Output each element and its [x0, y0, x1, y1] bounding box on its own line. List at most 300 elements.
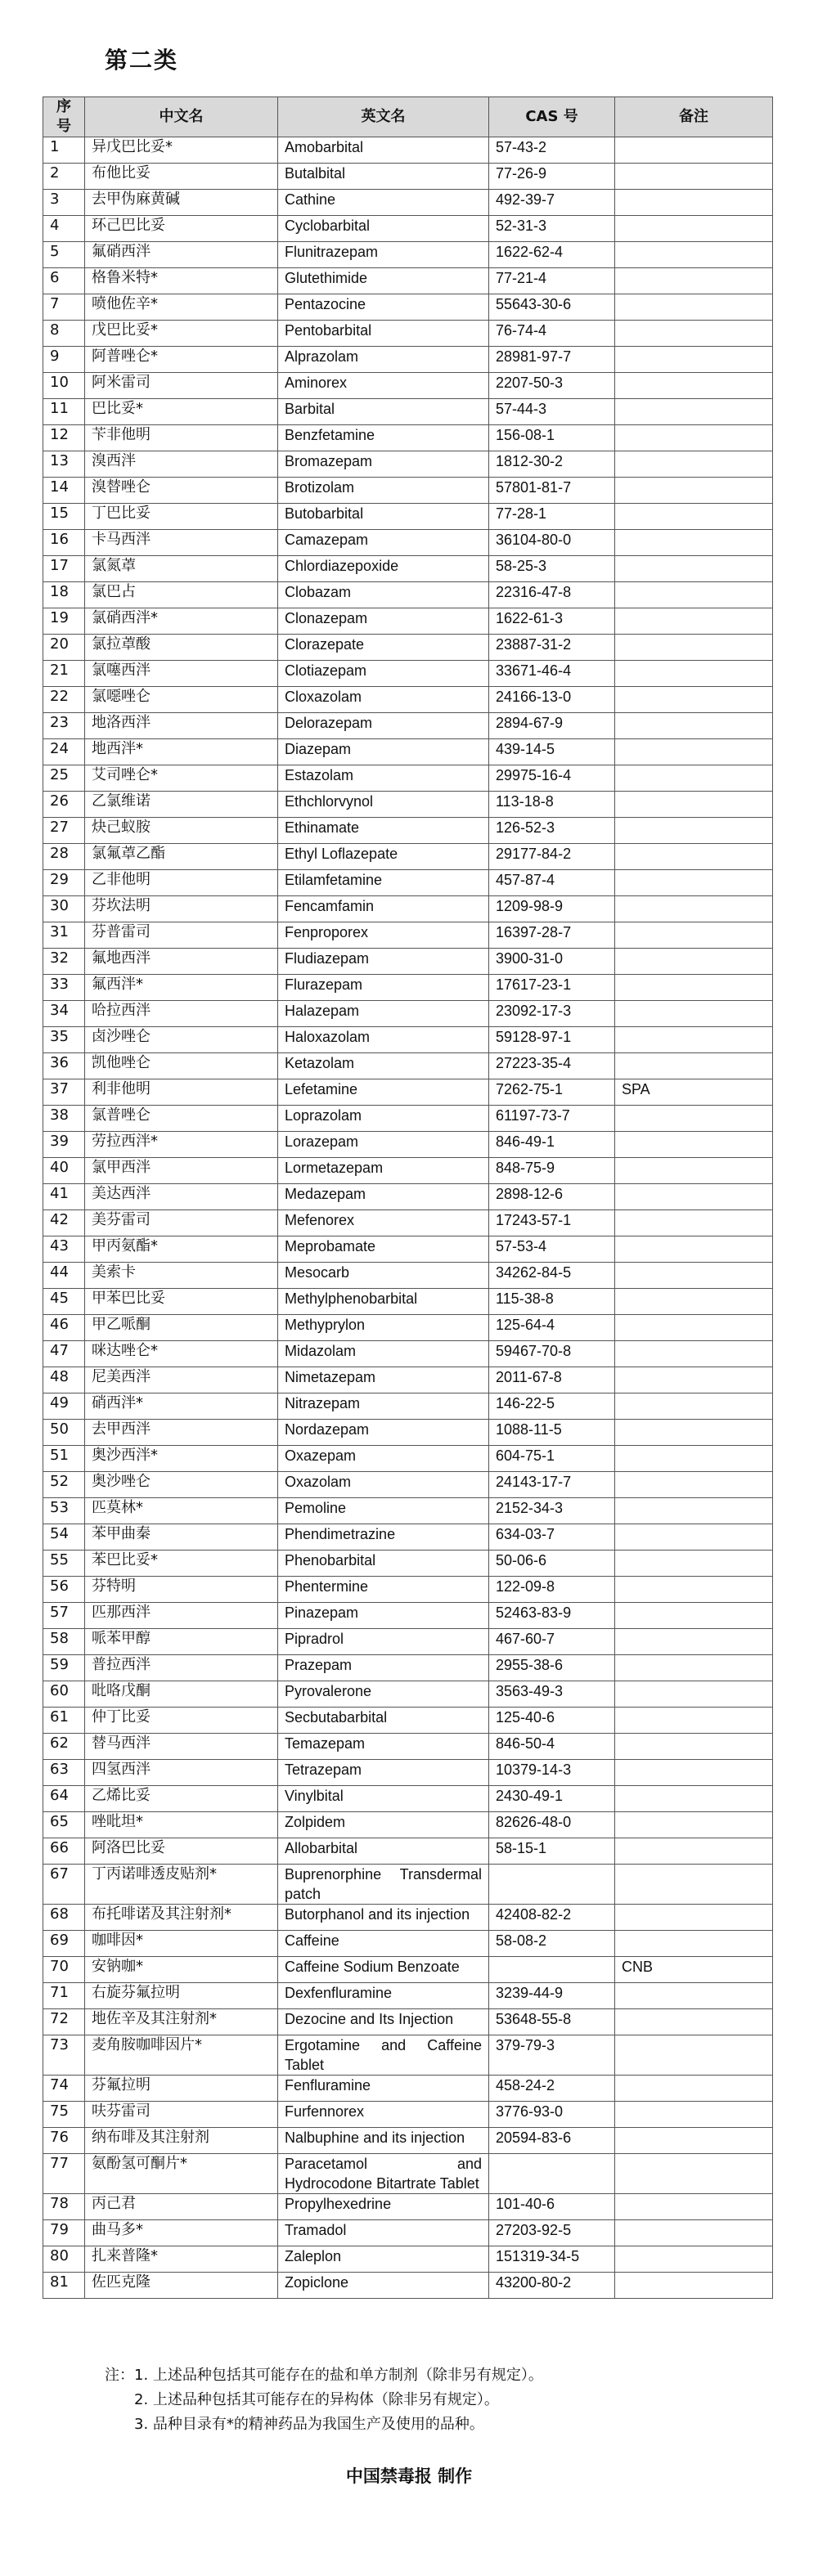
cell-cas: 77-26-9 — [489, 164, 615, 190]
cell-no: 7 — [43, 294, 85, 321]
cell-chinese-name: 地西泮* — [85, 739, 278, 765]
cell-no: 3 — [43, 190, 85, 216]
cell-no: 72 — [43, 2009, 85, 2035]
table-row — [43, 844, 773, 870]
cell-no: 36 — [43, 1053, 85, 1079]
table-body — [43, 137, 773, 2299]
cell-chinese-name: 美达西泮 — [85, 1184, 278, 1210]
cell-chinese-name: 匹莫林* — [85, 1498, 278, 1524]
cell-english-name: Paracetamol and Hydrocodone Bitartrate Tablet — [278, 2154, 489, 2194]
cell-cas: 17617-23-1 — [489, 975, 615, 1001]
cell-note — [615, 922, 773, 949]
cell-no: 25 — [43, 765, 85, 792]
cell-english-name: Nimetazepam — [278, 1367, 489, 1393]
cell-cas: 2152-34-3 — [489, 1498, 615, 1524]
table-row — [43, 713, 773, 739]
cell-cas: 1209-98-9 — [489, 896, 615, 922]
table-row — [43, 1263, 773, 1289]
cell-cas: 52463-83-9 — [489, 1603, 615, 1629]
cell-no: 14 — [43, 478, 85, 504]
table-row — [43, 399, 773, 425]
cell-no: 68 — [43, 1905, 85, 1931]
cell-note — [615, 399, 773, 425]
cell-note — [615, 1341, 773, 1367]
cell-english-name: Zolpidem — [278, 1812, 489, 1838]
cell-english-name: Halazepam — [278, 1001, 489, 1027]
cell-no: 61 — [43, 1708, 85, 1734]
cell-note — [615, 1289, 773, 1315]
cell-english-name: Meprobamate — [278, 1236, 489, 1263]
table-row — [43, 242, 773, 268]
table-row — [43, 451, 773, 478]
header-english-name: 英文名 — [278, 97, 489, 137]
cell-english-name: Fencamfamin — [278, 896, 489, 922]
cell-english-name: Ethchlorvynol — [278, 792, 489, 818]
cell-cas: 59467-70-8 — [489, 1341, 615, 1367]
cell-chinese-name: 氯噻西泮 — [85, 661, 278, 687]
cell-chinese-name: 哈拉西泮 — [85, 1001, 278, 1027]
cell-cas: 22316-47-8 — [489, 582, 615, 608]
cell-cas: 82626-48-0 — [489, 1812, 615, 1838]
cell-no: 4 — [43, 216, 85, 242]
cell-no: 74 — [43, 2076, 85, 2102]
cell-english-name: Dezocine and Its Injection — [278, 2009, 489, 2035]
cell-no: 16 — [43, 530, 85, 556]
cell-english-name: Lormetazepam — [278, 1158, 489, 1184]
cell-cas: 439-14-5 — [489, 739, 615, 765]
table-row — [43, 1708, 773, 1734]
cell-no: 20 — [43, 635, 85, 661]
table-row — [43, 1132, 773, 1158]
cell-chinese-name: 四氢西泮 — [85, 1760, 278, 1786]
cell-no: 51 — [43, 1446, 85, 1472]
cell-cas: 1622-61-3 — [489, 608, 615, 635]
cell-chinese-name: 戊巴比妥* — [85, 321, 278, 347]
cell-english-name: Oxazolam — [278, 1472, 489, 1498]
cell-english-name: Delorazepam — [278, 713, 489, 739]
table-row — [43, 268, 773, 294]
table-row — [43, 1446, 773, 1472]
table-row — [43, 1812, 773, 1838]
cell-note — [615, 504, 773, 530]
cell-english-name: Clobazam — [278, 582, 489, 608]
cell-cas: 156-08-1 — [489, 425, 615, 451]
cell-no: 35 — [43, 1027, 85, 1053]
cell-english-name: Alprazolam — [278, 347, 489, 373]
cell-cas: 846-50-4 — [489, 1734, 615, 1760]
cell-cas: 23887-31-2 — [489, 635, 615, 661]
cell-note — [615, 1315, 773, 1341]
cell-no: 80 — [43, 2246, 85, 2273]
cell-note — [615, 1838, 773, 1865]
cell-note — [615, 2009, 773, 2035]
cell-english-name: Lorazepam — [278, 1132, 489, 1158]
cell-english-name: Buprenorphine Transdermal patch — [278, 1865, 489, 1905]
cell-chinese-name: 巴比妥* — [85, 399, 278, 425]
cell-note — [615, 1210, 773, 1236]
page-title: 第二类 — [105, 47, 179, 74]
cell-english-name: Tetrazepam — [278, 1760, 489, 1786]
cell-no: 10 — [43, 373, 85, 399]
cell-no: 15 — [43, 504, 85, 530]
cell-english-name: Ethinamate — [278, 818, 489, 844]
cell-note — [615, 1420, 773, 1446]
table-row — [43, 1551, 773, 1577]
cell-chinese-name: 地佐辛及其注射剂* — [85, 2009, 278, 2035]
table-row — [43, 373, 773, 399]
table-row — [43, 2035, 773, 2076]
cell-english-name: Midazolam — [278, 1341, 489, 1367]
cell-no: 62 — [43, 1734, 85, 1760]
cell-cas: 77-21-4 — [489, 268, 615, 294]
cell-chinese-name: 芬普雷司 — [85, 922, 278, 949]
cell-note — [615, 818, 773, 844]
cell-note — [615, 556, 773, 582]
cell-chinese-name: 氯巴占 — [85, 582, 278, 608]
cell-chinese-name: 阿普唑仑* — [85, 347, 278, 373]
cell-no: 78 — [43, 2194, 85, 2220]
cell-no: 13 — [43, 451, 85, 478]
cell-chinese-name: 乙烯比妥 — [85, 1786, 278, 1812]
cell-chinese-name: 喷他佐辛* — [85, 294, 278, 321]
cell-note — [615, 1472, 773, 1498]
cell-chinese-name: 利非他明 — [85, 1079, 278, 1106]
cell-english-name: Secbutabarbital — [278, 1708, 489, 1734]
cell-no: 38 — [43, 1106, 85, 1132]
cell-cas: 125-64-4 — [489, 1315, 615, 1341]
cell-chinese-name: 溴西泮 — [85, 451, 278, 478]
table-row — [43, 1603, 773, 1629]
cell-cas: 43200-80-2 — [489, 2273, 615, 2299]
cell-cas: 3239-44-9 — [489, 1983, 615, 2009]
cell-english-name: Amobarbital — [278, 137, 489, 164]
cell-cas: 59128-97-1 — [489, 1027, 615, 1053]
cell-chinese-name: 匹那西泮 — [85, 1603, 278, 1629]
cell-no: 52 — [43, 1472, 85, 1498]
cell-english-name: Cathine — [278, 190, 489, 216]
table-row — [43, 1106, 773, 1132]
cell-chinese-name: 咖啡因* — [85, 1931, 278, 1957]
cell-chinese-name: 氯氮䓬 — [85, 556, 278, 582]
table-row — [43, 922, 773, 949]
cell-note — [615, 1393, 773, 1420]
cell-note — [615, 896, 773, 922]
table-row — [43, 765, 773, 792]
cell-no: 49 — [43, 1393, 85, 1420]
cell-no: 6 — [43, 268, 85, 294]
cell-no: 63 — [43, 1760, 85, 1786]
cell-no: 60 — [43, 1681, 85, 1708]
table-row — [43, 1734, 773, 1760]
table-row — [43, 190, 773, 216]
cell-english-name: Chlordiazepoxide — [278, 556, 489, 582]
table-row — [43, 425, 773, 451]
cell-english-name: Allobarbital — [278, 1838, 489, 1865]
cell-no: 71 — [43, 1983, 85, 2009]
cell-english-name: Methyprylon — [278, 1315, 489, 1341]
cell-chinese-name: 硝西泮* — [85, 1393, 278, 1420]
table-row — [43, 1210, 773, 1236]
cell-note — [615, 1446, 773, 1472]
cell-english-name: Propylhexedrine — [278, 2194, 489, 2220]
cell-english-name: Fenproporex — [278, 922, 489, 949]
cell-chinese-name: 美芬雷司 — [85, 1210, 278, 1236]
cell-note — [615, 1931, 773, 1957]
cell-cas: 2207-50-3 — [489, 373, 615, 399]
cell-note — [615, 1367, 773, 1393]
cell-chinese-name: 氯甲西泮 — [85, 1158, 278, 1184]
cell-english-name: Etilamfetamine — [278, 870, 489, 896]
table-row — [43, 1184, 773, 1210]
cell-english-name: Ketazolam — [278, 1053, 489, 1079]
cell-cas: 634-03-7 — [489, 1524, 615, 1551]
table-row — [43, 1524, 773, 1551]
header-chinese-name: 中文名 — [85, 97, 278, 137]
cell-chinese-name: 氨酚氢可酮片* — [85, 2154, 278, 2194]
cell-no: 42 — [43, 1210, 85, 1236]
cell-no: 45 — [43, 1289, 85, 1315]
cell-no: 50 — [43, 1420, 85, 1446]
cell-english-name: Medazepam — [278, 1184, 489, 1210]
cell-cas: 1088-11-5 — [489, 1420, 615, 1446]
cell-no: 31 — [43, 922, 85, 949]
cell-english-name: Butorphanol and its injection — [278, 1905, 489, 1931]
cell-cas: 1812-30-2 — [489, 451, 615, 478]
cell-chinese-name: 阿米雷司 — [85, 373, 278, 399]
cell-no: 66 — [43, 1838, 85, 1865]
cell-note — [615, 1708, 773, 1734]
cell-cas: 58-25-3 — [489, 556, 615, 582]
cell-no: 29 — [43, 870, 85, 896]
cell-note — [615, 1053, 773, 1079]
cell-note — [615, 2220, 773, 2246]
table-row — [43, 1001, 773, 1027]
cell-chinese-name: 氯普唑仑 — [85, 1106, 278, 1132]
cell-cas: 33671-46-4 — [489, 661, 615, 687]
cell-cas: 57-43-2 — [489, 137, 615, 164]
cell-chinese-name: 唑吡坦* — [85, 1812, 278, 1838]
cell-note — [615, 1905, 773, 1931]
cell-no: 23 — [43, 713, 85, 739]
cell-cas: 16397-28-7 — [489, 922, 615, 949]
cell-cas: 604-75-1 — [489, 1446, 615, 1472]
cell-cas: 10379-14-3 — [489, 1760, 615, 1786]
table-row — [43, 1393, 773, 1420]
cell-cas: 3563-49-3 — [489, 1681, 615, 1708]
cell-cas: 126-52-3 — [489, 818, 615, 844]
note-line: 3. 品种目录有*的精神药品为我国生产及使用的品种。 — [134, 2416, 484, 2433]
cell-note — [615, 242, 773, 268]
cell-cas: 29975-16-4 — [489, 765, 615, 792]
cell-no: 1 — [43, 137, 85, 164]
table-row — [43, 1786, 773, 1812]
cell-note — [615, 2194, 773, 2220]
cell-note — [615, 373, 773, 399]
cell-chinese-name: 地洛西泮 — [85, 713, 278, 739]
table-row — [43, 818, 773, 844]
cell-chinese-name: 炔己蚁胺 — [85, 818, 278, 844]
cell-english-name: Phendimetrazine — [278, 1524, 489, 1551]
cell-cas: 77-28-1 — [489, 504, 615, 530]
table-row — [43, 2154, 773, 2194]
cell-english-name: Loprazolam — [278, 1106, 489, 1132]
table-row — [43, 1053, 773, 1079]
cell-note — [615, 1760, 773, 1786]
cell-no: 65 — [43, 1812, 85, 1838]
cell-note — [615, 1027, 773, 1053]
footer-credit: 中国禁毒报 制作 — [345, 2466, 473, 2486]
cell-cas: 57-53-4 — [489, 1236, 615, 1263]
cell-no: 21 — [43, 661, 85, 687]
table-row — [43, 949, 773, 975]
cell-cas — [489, 1957, 615, 1983]
cell-english-name: Methylphenobarbital — [278, 1289, 489, 1315]
cell-chinese-name: 氟地西泮 — [85, 949, 278, 975]
cell-chinese-name: 吡咯戊酮 — [85, 1681, 278, 1708]
cell-english-name: Ergotamine and Caffeine Tablet — [278, 2035, 489, 2076]
table-row — [43, 687, 773, 713]
cell-cas: 2894-67-9 — [489, 713, 615, 739]
cell-note — [615, 1263, 773, 1289]
cell-english-name: Glutethimide — [278, 268, 489, 294]
table-row — [43, 2102, 773, 2128]
cell-english-name: Mefenorex — [278, 1210, 489, 1236]
cell-chinese-name: 甲乙哌酮 — [85, 1315, 278, 1341]
cell-cas: 2955-38-6 — [489, 1655, 615, 1681]
cell-no: 28 — [43, 844, 85, 870]
cell-cas: 27203-92-5 — [489, 2220, 615, 2246]
cell-chinese-name: 咪达唑仑* — [85, 1341, 278, 1367]
cell-chinese-name: 甲苯巴比妥 — [85, 1289, 278, 1315]
cell-note — [615, 294, 773, 321]
cell-note — [615, 530, 773, 556]
cell-no: 17 — [43, 556, 85, 582]
cell-english-name: Caffeine — [278, 1931, 489, 1957]
table-row — [43, 1341, 773, 1367]
table-row — [43, 556, 773, 582]
table-row — [43, 1158, 773, 1184]
cell-note — [615, 164, 773, 190]
cell-english-name: Cyclobarbital — [278, 216, 489, 242]
cell-english-name: Furfennorex — [278, 2102, 489, 2128]
header-note: 备注 — [615, 97, 773, 137]
cell-note — [615, 1236, 773, 1263]
table-row — [43, 1838, 773, 1865]
cell-chinese-name: 凯他唑仑 — [85, 1053, 278, 1079]
cell-note — [615, 1577, 773, 1603]
cell-english-name: Flurazepam — [278, 975, 489, 1001]
cell-chinese-name: 去甲伪麻黄碱 — [85, 190, 278, 216]
cell-note — [615, 1629, 773, 1655]
cell-chinese-name: 哌苯甲醇 — [85, 1629, 278, 1655]
cell-cas: 3900-31-0 — [489, 949, 615, 975]
table-row — [43, 2076, 773, 2102]
cell-cas: 29177-84-2 — [489, 844, 615, 870]
table-row — [43, 321, 773, 347]
cell-chinese-name: 苯甲曲秦 — [85, 1524, 278, 1551]
cell-note — [615, 137, 773, 164]
cell-english-name: Vinylbital — [278, 1786, 489, 1812]
cell-english-name: Pipradrol — [278, 1629, 489, 1655]
cell-chinese-name: 佐匹克隆 — [85, 2273, 278, 2299]
cell-chinese-name: 丁巴比妥 — [85, 504, 278, 530]
cell-note — [615, 2035, 773, 2076]
cell-english-name: Lefetamine — [278, 1079, 489, 1106]
cell-no: 18 — [43, 582, 85, 608]
cell-no: 19 — [43, 608, 85, 635]
cell-no: 11 — [43, 399, 85, 425]
cell-note — [615, 792, 773, 818]
cell-note — [615, 1132, 773, 1158]
cell-note — [615, 451, 773, 478]
cell-english-name: Pemoline — [278, 1498, 489, 1524]
cell-note — [615, 190, 773, 216]
cell-chinese-name: 异戊巴比妥* — [85, 137, 278, 164]
cell-english-name: Phenobarbital — [278, 1551, 489, 1577]
cell-note — [615, 975, 773, 1001]
drug-table — [43, 96, 773, 2299]
cell-english-name: Camazepam — [278, 530, 489, 556]
cell-chinese-name: 普拉西泮 — [85, 1655, 278, 1681]
cell-no: 34 — [43, 1001, 85, 1027]
cell-chinese-name: 艾司唑仑* — [85, 765, 278, 792]
cell-chinese-name: 苄非他明 — [85, 425, 278, 451]
table-row — [43, 1905, 773, 1931]
cell-cas: 52-31-3 — [489, 216, 615, 242]
cell-cas: 7262-75-1 — [489, 1079, 615, 1106]
cell-note — [615, 321, 773, 347]
cell-english-name: Aminorex — [278, 373, 489, 399]
cell-cas: 58-15-1 — [489, 1838, 615, 1865]
table-row — [43, 137, 773, 164]
table-row — [43, 2194, 773, 2220]
cell-no: 48 — [43, 1367, 85, 1393]
cell-cas: 2011-67-8 — [489, 1367, 615, 1393]
cell-no: 8 — [43, 321, 85, 347]
cell-cas: 151319-34-5 — [489, 2246, 615, 2273]
table-row — [43, 1027, 773, 1053]
cell-chinese-name: 芬特明 — [85, 1577, 278, 1603]
cell-chinese-name: 奥沙唑仑 — [85, 1472, 278, 1498]
cell-cas: 2430-49-1 — [489, 1786, 615, 1812]
table-row — [43, 1760, 773, 1786]
cell-cas — [489, 1865, 615, 1905]
cell-cas: 379-79-3 — [489, 2035, 615, 2076]
cell-no: 9 — [43, 347, 85, 373]
cell-chinese-name: 去甲西泮 — [85, 1420, 278, 1446]
table-row — [43, 530, 773, 556]
cell-cas: 113-18-8 — [489, 792, 615, 818]
cell-no: 73 — [43, 2035, 85, 2076]
table-row — [43, 870, 773, 896]
cell-chinese-name: 卡马西泮 — [85, 530, 278, 556]
cell-no: 39 — [43, 1132, 85, 1158]
cell-note — [615, 478, 773, 504]
cell-cas: 53648-55-8 — [489, 2009, 615, 2035]
cell-english-name: Fenfluramine — [278, 2076, 489, 2102]
cell-chinese-name: 扎来普隆* — [85, 2246, 278, 2273]
cell-chinese-name: 环己巴比妥 — [85, 216, 278, 242]
cell-cas: 848-75-9 — [489, 1158, 615, 1184]
cell-note — [615, 870, 773, 896]
cell-note — [615, 2128, 773, 2154]
cell-chinese-name: 纳布啡及其注射剂 — [85, 2128, 278, 2154]
cell-chinese-name: 芬氟拉明 — [85, 2076, 278, 2102]
cell-cas: 458-24-2 — [489, 2076, 615, 2102]
cell-cas: 57-44-3 — [489, 399, 615, 425]
cell-cas: 28981-97-7 — [489, 347, 615, 373]
table-row — [43, 216, 773, 242]
